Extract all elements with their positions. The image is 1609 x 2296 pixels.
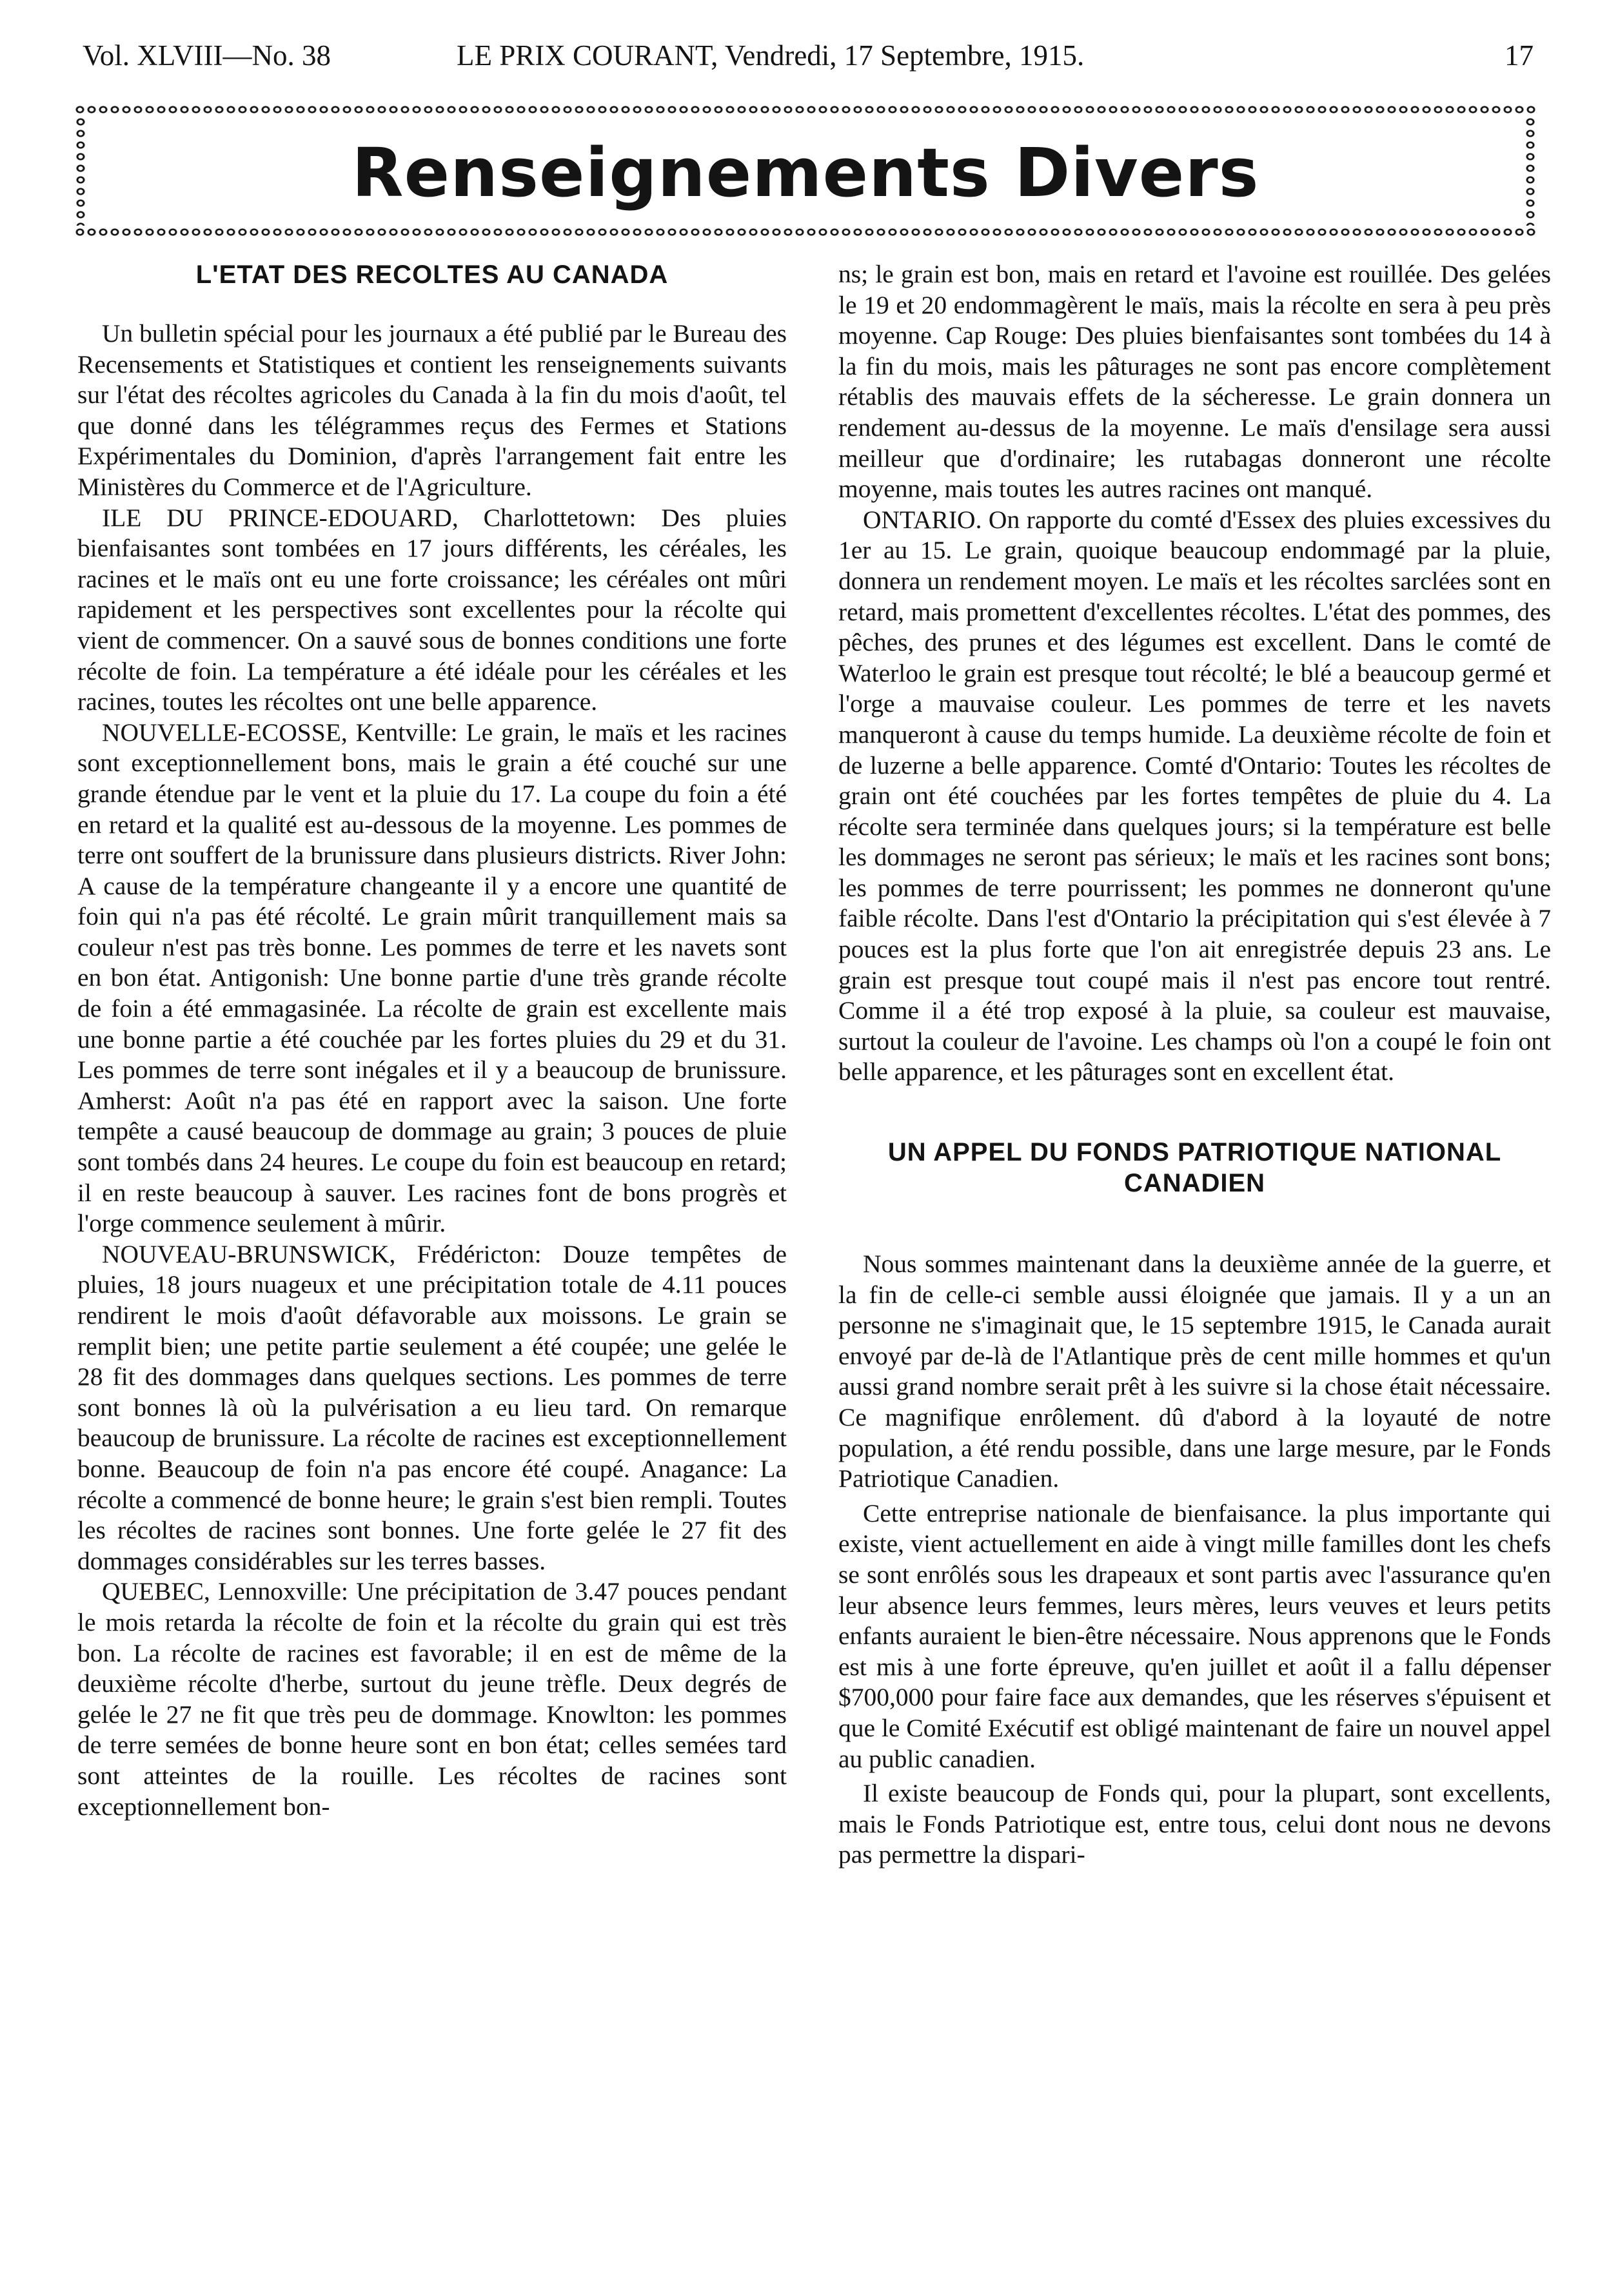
volume-number: Vol. XLVIII—No. 38: [83, 39, 331, 72]
right-column: [838, 259, 1551, 1870]
article-heading-crops: L'ETAT DES RECOLTES AU CANADA: [195, 260, 669, 289]
paragraph-ontario: ONTARIO. On rapporte du comté d'Essex des pluies excessives du 1er au 15. Le grain, quoique beaucoup endommagé par la pluie, donnera un rendement moyen. Le maïs et les récoltes sarclées sont en retard, mais promettent d'excellentes récoltes. L'état des pommes, des pêches, des prunes et des légumes est excellent. Dans le comté de Waterloo le grain est presque tout récolté; le blé a beaucoup germé et l'orge a mauvaise couleur. Les pommes de terre et les navets manqueront à cause du temps humide. La deuxième récolte de foin et de luzerne a belle apparence. Comté d'Ontario: Toutes les récoltes de grain ont été couchées par les fortes tempêtes de pluie du 4. La récolte sera terminée dans quelques jours; si la température est belle les dommages ne seront pas sérieux; le maïs et les racines sont bons; les pommes de terre pourrissent; les pommes ne donneront qu'une faible récolte. Dans l'est d'Ontario la précipitation qui s'est élevée à 7 pouces est la plus forte que l'on ait enregistrée depuis 23 ans. Le grain est presque tout coupé mais il n'est pas encore tout rentré. Comme il a été trop exposé à la pluie, sa couleur est mauvaise, surtout la couleur de l'avoine. Les champs où l'on a coupé le foin ont belle apparence, et les pâturages sont en excellent état.: [838, 505, 1551, 1086]
paragraph-fund-3: Il existe beaucoup de Fonds qui, pour la plupart, sont excellents, mais le Fonds Patriotique est, entre tous, celui dont nous ne devons pas permettre la dispari-: [838, 1779, 1551, 1869]
paragraph-quebec-continued: ns; le grain est bon, mais en retard et l'avoine est rouillée. Des gelées le 19 et 20 endommagèrent le maïs, mais la récolte en sera à peu près moyenne. Cap Rouge: Des pluies bienfaisantes sont tombées du 14 à la fin du mois, mais les pâturages ne sont pas encore complètement rétablis des mauvais effets de la sécheresse. Le grain donnera un rendement au-dessus de la moyenne. Le maïs d'ensilage sera aussi meilleur que d'ordinaire; les rutabagas donneront une récolte moyenne, mais toutes les autres racines ont manqué.: [838, 260, 1551, 504]
paragraph-quebec: QUEBEC, Lennoxville: Une précipitation de 3.47 pouces pendant le mois retarda la récolte de foin et la récolte du grain qui est très bon. La récolte de racines est favorable; il en est de même de la deuxième récolte d'herbe, surtout du jeune trèfle. Deux degrés de gelée le 27 ne fit que très peu de dommage. Knowlton: les pommes de terre semées de bonne heure sont en bon état; celles semées tard sont atteintes de la rouille. Les récoltes de racines sont exceptionnellement bon-: [77, 1577, 787, 1821]
page-number: 17: [1505, 39, 1534, 72]
publication-title: LE PRIX COURANT, Vendredi, 17 Septembre, 1915.: [457, 39, 1085, 72]
left-column: [77, 259, 787, 1822]
paragraph-pei: ILE DU PRINCE-EDOUARD, Charlottetown: Des pluies bienfaisantes sont tombées en 17 jours différents, les céréales, les racines et le maïs ont eu une forte croissance; les céréales ont mûri rapidement et les perspectives sont excellentes pour la récolte qui vient de commencer. On a sauvé sous de bonnes conditions une forte récolte de foin. La température a été idéale pour les céréales et les racines, toutes les récoltes ont une belle apparence.: [77, 503, 787, 716]
section-title: Renseignements Divers: [351, 133, 1259, 212]
paragraph-intro: Un bulletin spécial pour les journaux a été publié par le Bureau des Recensements et Statistiques et contient les renseignements suivants sur l'état des récoltes agricoles du Canada à la fin du mois d'août, tel que donné dans les télégrammes reçus des Fermes et Stations Expérimentales du Dominion, d'après l'arrangement fait entre les Ministères du Commerce et de l'Agriculture.: [77, 319, 787, 501]
paragraph-nova-scotia: NOUVELLE-ECOSSE, Kentville: Le grain, le maïs et les racines sont exceptionnellement bons, mais le grain a été couché sur une grande étendue par le vent et la pluie du 17. La coupe du foin a été en retard et la qualité est au-dessous de la moyenne. Les pommes de terre ont souffert de la brunissure dans plusieurs districts. River John: A cause de la température changeante il y a encore une quantité de foin qui n'a pas été récolté. Le grain mûrit tranquillement mais sa couleur n'est pas très bonne. Les pommes de terre et les navets sont en bon état. Antigonish: Une bonne partie d'une très grande récolte de foin a été emmagasinée. La récolte de grain est excellente mais une bonne partie a été couchée par les fortes pluies du 29 et du 31. Les pommes de terre sont inégales et il y a beaucoup de brunissure. Amherst: Août n'a pas été en rapport avec la saison. Une forte tempête a causé beaucoup de dommage au grain; 3 pouces de pluie sont tombés dans 24 heures. Le coupe du foin est beaucoup en retard; il en reste beaucoup à sauver. Les racines font de bons progrès et l'orge commence seulement à mûrir.: [77, 718, 787, 1238]
ornamental-border-top: [74, 103, 1537, 116]
paragraph-new-brunswick: NOUVEAU-BRUNSWICK, Frédéricton: Douze tempêtes de pluies, 18 jours nuageux et une précipitation totale de 4.11 pouces rendirent le mois d'août défavorable aux moissons. Le grain se remplit bien; une petite partie seulement a été coupée; une gelée le 28 fit des dommages dans quelques sections. Les pommes de terre sont bonnes là où la pulvérisation a eu lieu tard. On remarque beaucoup de brunissure. La récolte de racines est exceptionnellement bonne. Beaucoup de foin n'a pas encore été coupé. Anagance: La récolte a commencé de bonne heure; le grain s'est bien rempli. Toutes les récoltes de racines sont bonnes. Une forte gelée le 27 fit des dommages considérables sur les terres basses.: [77, 1239, 787, 1575]
heading-line-1: UN APPEL DU FONDS PATRIOTIQUE NATIONAL: [887, 1138, 1502, 1167]
heading-line-2: CANADIEN: [1123, 1169, 1266, 1198]
paragraph-fund-2: Cette entreprise nationale de bienfaisance. la plus importante qui existe, vient actuellement en aide à vingt mille familles dont les chefs se sont enrôlés sous les drapeaux et sont partis avec l'assurance qu'en leur absence leurs femmes, leurs mères, leurs veuves et leurs petits enfants auraient le bien-être nécessaire. Nous apprenons que le Fonds est mis à une forte épreuve, qu'en juillet et août il a fallu dépenser $700,000 pour faire face aux demandes, que les réserves s'épuisent et que le Comité Exécutif est obligé maintenant de faire un nouvel appel au public canadien.: [838, 1498, 1551, 1773]
section-banner: [74, 103, 1537, 239]
paragraph-fund-1: Nous sommes maintenant dans la deuxième année de la guerre, et la fin de celle-ci semble aussi éloignée que jamais. Il y a un an personne ne s'imaginait que, le 15 septembre 1915, le Canada aurait envoyé par de-là de l'Atlantique près de cent mille hommes et qu'un aussi grand nombre serait prêt à les suivre si la chose était nécessaire. Ce magnifique enrôlement. dû d'abord à la loyauté de notre population, a été rendu possible, dans une large mesure, par le Fonds Patriotique Canadien.: [838, 1250, 1551, 1493]
ornamental-border-bottom: [74, 226, 1537, 239]
article-heading-patriotic-fund: [838, 1137, 1551, 1199]
page-header: [83, 34, 1534, 79]
